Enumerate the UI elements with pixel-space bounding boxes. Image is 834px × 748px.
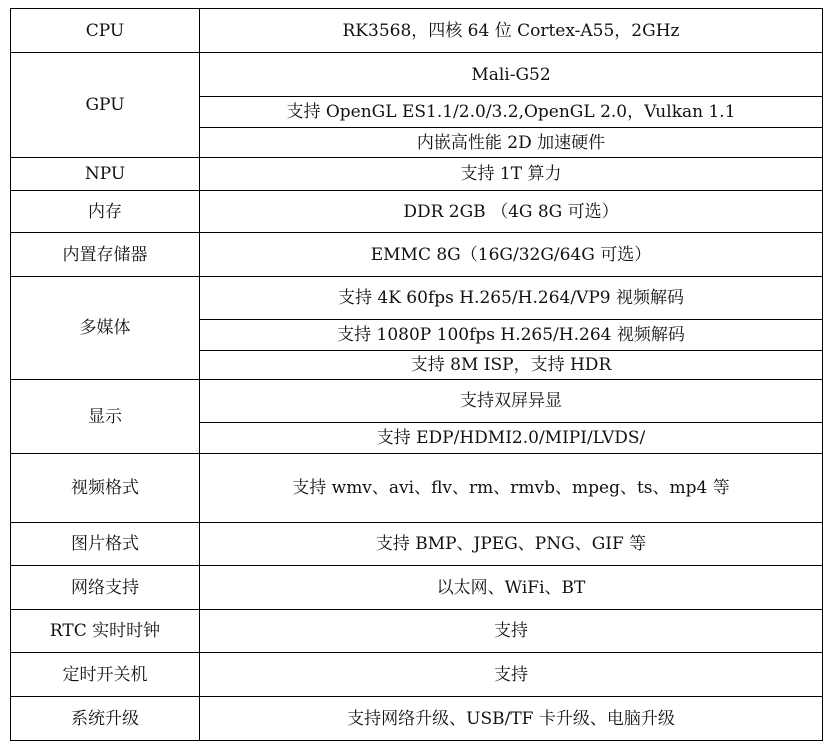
table-row <box>11 191 823 233</box>
table-row <box>11 53 823 97</box>
spec-label-rtc: RTC 实时时钟 <box>11 610 200 653</box>
spec-value-rtc: 支持 <box>200 610 823 653</box>
spec-value-multimedia-3: 支持 8M ISP，支持 HDR <box>200 351 823 380</box>
table-row <box>11 277 823 320</box>
table-row <box>11 566 823 610</box>
spec-value-image-formats: 支持 BMP、JPEG、PNG、GIF 等 <box>200 523 823 566</box>
table-row <box>11 610 823 653</box>
spec-value-multimedia-1: 支持 4K 60fps H.265/H.264/VP9 视频解码 <box>200 277 823 320</box>
spec-value-gpu-2: 支持 OpenGL ES1.1/2.0/3.2,OpenGL 2.0，Vulkan 1.1 <box>200 97 823 128</box>
spec-table <box>10 8 823 741</box>
spec-label-multimedia: 多媒体 <box>11 277 200 380</box>
spec-value-timer-power: 支持 <box>200 653 823 697</box>
spec-label-system-upgrade: 系统升级 <box>11 697 200 741</box>
spec-value-multimedia-2: 支持 1080P 100fps H.265/H.264 视频解码 <box>200 320 823 351</box>
spec-label-cpu: CPU <box>11 9 200 53</box>
spec-value-display-1: 支持双屏异显 <box>200 380 823 423</box>
table-row <box>11 454 823 523</box>
spec-label-video-formats: 视频格式 <box>11 454 200 523</box>
spec-value-video-formats: 支持 wmv、avi、flv、rm、rmvb、mpeg、ts、mp4 等 <box>200 454 823 523</box>
table-row <box>11 9 823 53</box>
spec-label-display: 显示 <box>11 380 200 454</box>
spec-value-system-upgrade: 支持网络升级、USB/TF 卡升级、电脑升级 <box>200 697 823 741</box>
spec-value-memory: DDR 2GB （4G 8G 可选） <box>200 191 823 233</box>
spec-value-cpu: RK3568，四核 64 位 Cortex-A55，2GHz <box>200 9 823 53</box>
spec-value-storage: EMMC 8G（16G/32G/64G 可选） <box>200 233 823 277</box>
spec-label-npu: NPU <box>11 158 200 191</box>
table-row <box>11 653 823 697</box>
spec-label-network: 网络支持 <box>11 566 200 610</box>
spec-label-storage: 内置存储器 <box>11 233 200 277</box>
spec-value-display-2: 支持 EDP/HDMI2.0/MIPI/LVDS/ <box>200 423 823 454</box>
spec-value-gpu-1: Mali-G52 <box>200 53 823 97</box>
table-row <box>11 233 823 277</box>
spec-label-image-formats: 图片格式 <box>11 523 200 566</box>
table-row <box>11 697 823 741</box>
spec-value-network: 以太网、WiFi、BT <box>200 566 823 610</box>
table-row <box>11 158 823 191</box>
spec-label-gpu: GPU <box>11 53 200 158</box>
spec-value-npu: 支持 1T 算力 <box>200 158 823 191</box>
spec-value-gpu-3: 内嵌高性能 2D 加速硬件 <box>200 128 823 158</box>
spec-label-memory: 内存 <box>11 191 200 233</box>
table-row <box>11 380 823 423</box>
table-row <box>11 523 823 566</box>
spec-label-timer-power: 定时开关机 <box>11 653 200 697</box>
